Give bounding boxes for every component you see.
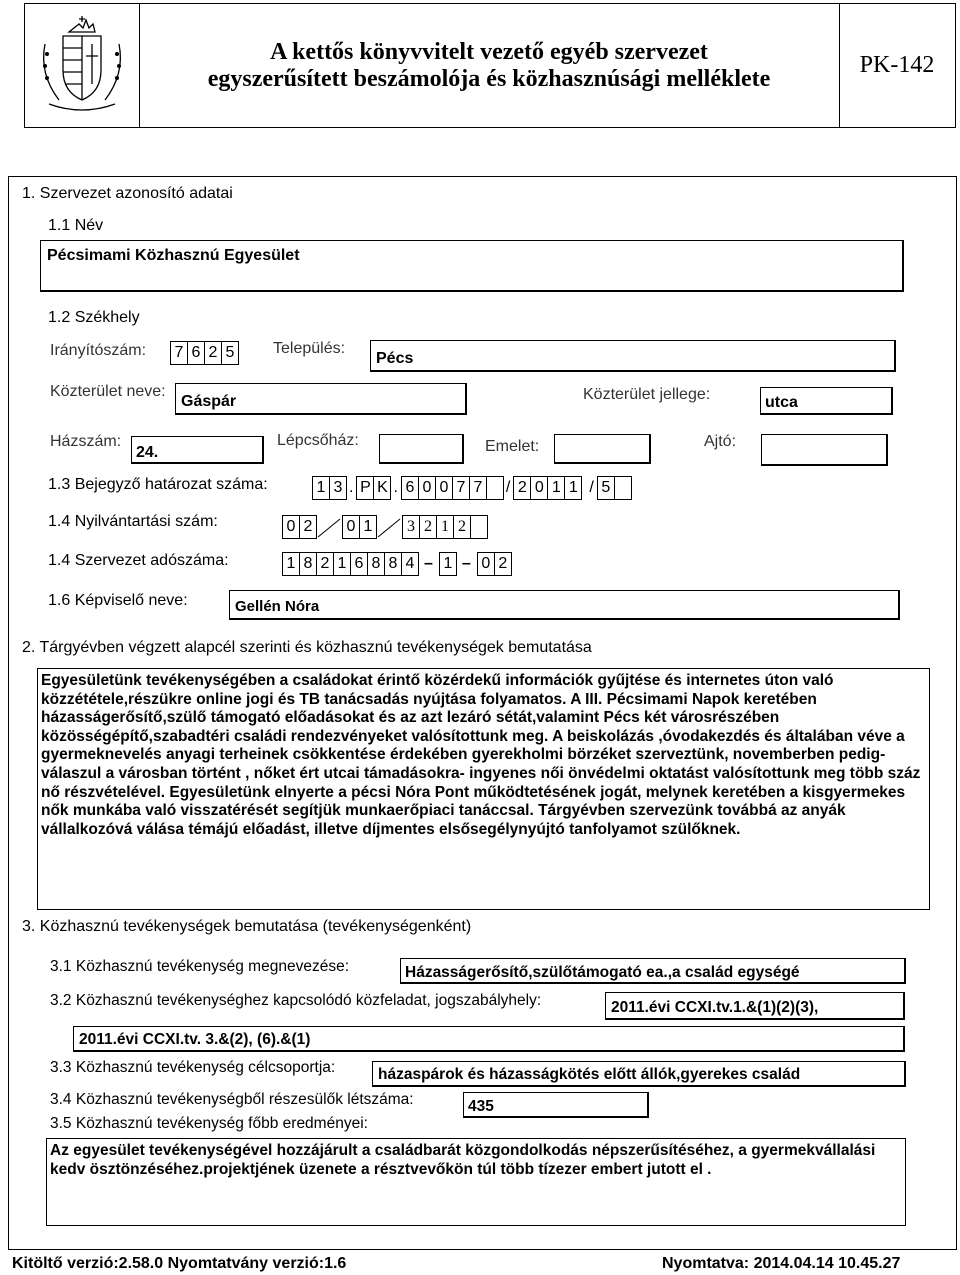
section3-title: 3. Közhasznú tevékenységek bemutatása (tevékenységenként) (22, 918, 472, 935)
reg-separator: / (505, 479, 511, 496)
street-type-label: Közterület jellege: (583, 386, 711, 403)
street-label: Közterület neve: (50, 383, 166, 400)
city-label: Település: (273, 340, 346, 357)
participants-label: 3.4 Közhasznú tevékenységből részesülők létszáma: (50, 1091, 414, 1108)
staircase-label: Lépcsőház: (277, 432, 359, 449)
participants-field[interactable] (463, 1092, 649, 1118)
reg-cell: 7 (452, 476, 470, 500)
street-type-value: utca (765, 394, 798, 411)
representative-value: Gellén Nóra (235, 598, 320, 615)
record-slash-divider (316, 515, 342, 539)
tax-cell: 0 (477, 552, 495, 576)
record-cell: 3 (402, 515, 420, 539)
reg-cell (486, 476, 504, 500)
reg-cell: 7 (469, 476, 487, 500)
reg-cell: 3 (329, 476, 347, 500)
hungarian-coat-of-arms-logo (25, 4, 140, 127)
reg-cell: P (356, 476, 374, 500)
staircase-field[interactable] (379, 434, 464, 464)
section2-title: 2. Tárgyévben végzett alapcél szerinti és közhasznú tevékenységek bemutatása (22, 639, 592, 656)
tax-cell: 2 (316, 552, 334, 576)
zip-label: Irányítószám: (50, 342, 147, 359)
tax-cell: 8 (299, 552, 317, 576)
floor-label: Emelet: (485, 438, 540, 455)
reg-cell: 0 (530, 476, 548, 500)
tax-cell: 1 (439, 552, 457, 576)
public-task-value-1: 2011.évi CCXI.tv.1.&(1)(2)(3), (611, 999, 819, 1016)
record-cell: 0 (282, 515, 300, 539)
activity-name-value: Házasságerősítő,szülőtámogató ea.,a család egységé (405, 964, 800, 981)
zip-digit: 6 (187, 341, 205, 365)
record-cell: 2 (419, 515, 437, 539)
record-number-field[interactable] (282, 515, 487, 539)
zip-digit: 2 (204, 341, 222, 365)
door-label: Ajtó: (704, 433, 737, 450)
results-label: 3.5 Közhasznú tevékenység főbb eredményei: (50, 1115, 368, 1132)
zip-field[interactable] (170, 341, 238, 365)
target-group-label: 3.3 Közhasznú tevékenység célcsoportja: (50, 1059, 336, 1076)
reg-cell: 1 (547, 476, 565, 500)
tax-cell: 1 (282, 552, 300, 576)
zip-digit: 5 (221, 341, 239, 365)
footer-printed: Nyomtatva: 2014.04.14 10.45.27 (662, 1255, 901, 1272)
tax-dash: – (461, 555, 471, 572)
form-code: PK-142 (859, 52, 935, 78)
public-task-field-2[interactable] (73, 1026, 905, 1052)
record-cell: 1 (359, 515, 377, 539)
reg-cell: 0 (418, 476, 436, 500)
reg-cell: 1 (564, 476, 582, 500)
activity-name-label: 3.1 Közhasznú tevékenység megnevezése: (50, 958, 349, 975)
section1-title: 1. Szervezet azonosító adatai (22, 185, 233, 202)
tax-dash: – (424, 555, 433, 572)
form-title-line1: A kettős könyvvitelt vezető egyéb szervezet (270, 38, 708, 65)
house-number-value: 24. (136, 444, 159, 461)
participants-value: 435 (468, 1098, 494, 1115)
record-cell: 1 (436, 515, 454, 539)
public-task-field-1[interactable] (605, 992, 905, 1020)
form-title (139, 4, 840, 127)
zip-digit: 7 (170, 341, 188, 365)
tax-cell: 6 (350, 552, 368, 576)
tax-number-field[interactable] (282, 552, 511, 576)
floor-field[interactable] (554, 434, 651, 464)
seat-label: 1.2 Székhely (48, 309, 140, 326)
footer-version: Kitöltő verzió:2.58.0 Nyomtatvány verzió:1.6 (12, 1255, 347, 1272)
door-field[interactable] (761, 434, 888, 466)
form-title-line2: egyszerűsített beszámolója és közhasznúsági melléklete (207, 65, 771, 92)
tax-cell: 8 (384, 552, 402, 576)
section2-text: Egyesületünk tevékenységében a családokat érintő közérdekű információk gyűjtése és internetes úton való közzététele,részükre online jogi és TB tanácsadás nyújtása folyamatos. A III. Pécsimami Napok keretében házasságerősítő,szülő támogató előadásokat és az azt lezáró sétát,valamint Pécs két városrészében közösségépítő,szabadtéri családi rendezvényeket valósítottunk meg. A beiskolázás ,óvodakezdés és általában véve a gyermeknevelés anyagi terheinek csökkentése érdekében gyerekholmi börzéket szerveztünk, novemberben pedig- válaszul a városban történt , nőket ért utcai támadásokra- ingyenes női önvédelmi oktatást valósítottunk meg több száz nő részvételével. Egyesületünk elnyerte a pécsi Nóra Pont működtetésének jogát, melynek keretében a kisgyermekes nők munkába való visszatérését segítjük munkaerőpiaci tanáccsal. Tárgyévben szervezünk továbbá az anyák vállalkozóvá válása témájú előadást, illetve díjmentes elsősegélynyújtó tanfolyamot szülőknek. (41, 672, 921, 838)
house-number-field[interactable] (131, 436, 264, 464)
reg-separator: . (393, 479, 398, 496)
record-number-label: 1.4 Nyilvántartási szám: (48, 513, 218, 530)
reg-separator: / (589, 479, 594, 496)
reg-cell: 0 (435, 476, 453, 500)
record-cell: 0 (342, 515, 360, 539)
section2-text-field[interactable] (37, 668, 930, 910)
house-number-label: Házszám: (50, 433, 122, 450)
reg-cell: 1 (312, 476, 330, 500)
city-value: Pécs (376, 350, 414, 367)
tax-cell: 2 (494, 552, 512, 576)
street-type-field[interactable] (760, 387, 893, 415)
tax-number-label: 1.4 Szervezet adószáma: (48, 552, 229, 569)
name-label: 1.1 Név (48, 217, 104, 234)
results-text: Az egyesület tevékenységével hozzájárult a családbarát közgondolkodás népszerűsítéséhez, a gyermekvállalási kedv ösztönzéséhez.projektjének üzenete a résztvevőkön túl több tízezer embert jutott el . (50, 1142, 876, 1178)
target-group-value: házaspárok és házasságkötés előtt állók,gyerekes család (378, 1066, 801, 1083)
record-cell: 2 (453, 515, 471, 539)
name-field[interactable] (40, 240, 904, 292)
tax-cell: 1 (333, 552, 351, 576)
representative-label: 1.6 Képviselő neve: (48, 592, 188, 609)
public-task-label: 3.2 Közhasznú tevékenységhez kapcsolódó közfeladat, jogszabályhely: (50, 992, 542, 1009)
results-field[interactable] (46, 1138, 906, 1226)
representative-field[interactable] (229, 590, 900, 620)
reg-cell: 6 (401, 476, 419, 500)
tax-cell: 4 (401, 552, 419, 576)
city-field[interactable] (370, 340, 896, 372)
reg-separator: . (349, 479, 354, 496)
reg-cell (614, 476, 632, 500)
record-cell (470, 515, 488, 539)
registration-decision-field[interactable] (312, 476, 631, 500)
reg-cell: 2 (513, 476, 531, 500)
record-cell: 2 (299, 515, 317, 539)
reg-cell: K (373, 476, 391, 500)
tax-cell: 8 (367, 552, 385, 576)
form-header (24, 3, 956, 128)
street-field[interactable] (175, 383, 467, 415)
record-slash-divider (376, 515, 402, 539)
target-group-field[interactable] (372, 1061, 906, 1087)
registration-decision-label: 1.3 Bejegyző határozat száma: (48, 476, 268, 493)
street-value: Gáspár (181, 393, 237, 410)
public-task-value-2: 2011.évi CCXI.tv. 3.&(2), (6).&(1) (79, 1031, 311, 1048)
name-value: Pécsimami Közhasznú Egyesület (47, 247, 300, 264)
reg-cell: 5 (597, 476, 615, 500)
activity-name-field[interactable] (400, 958, 906, 984)
